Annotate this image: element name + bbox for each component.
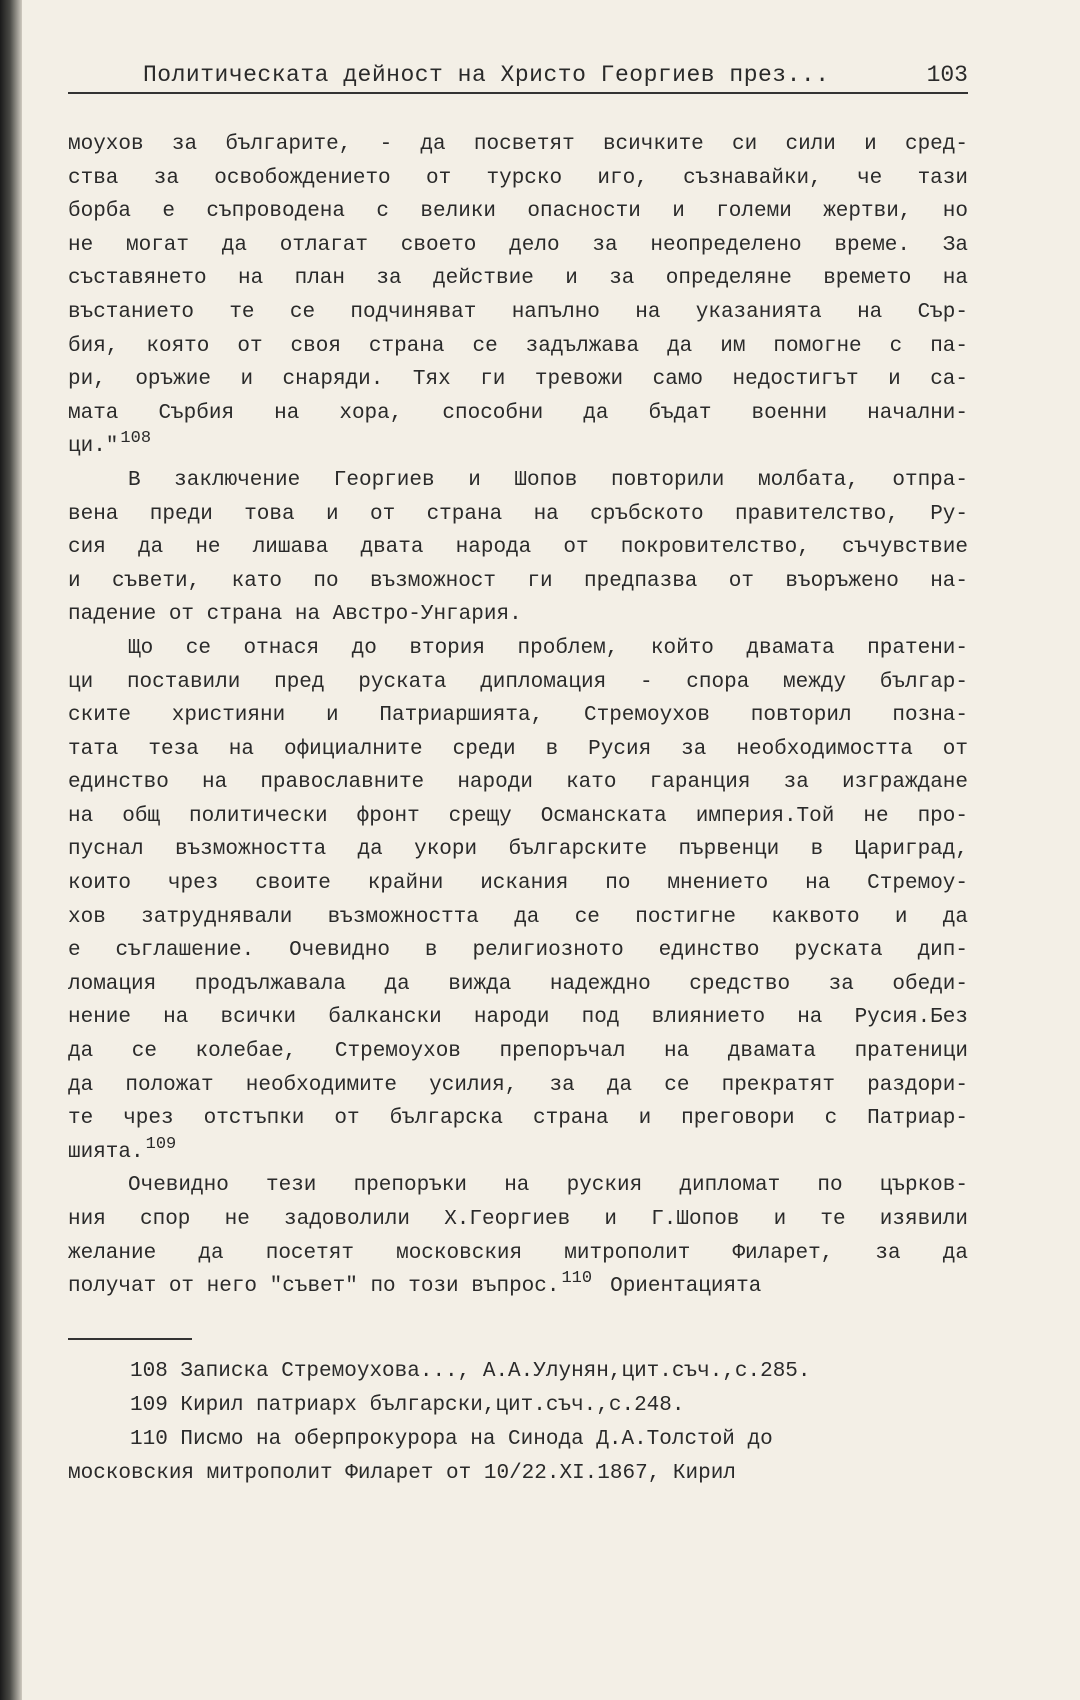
text-line: ци поставили пред руската дипломация - спора между българ-	[68, 670, 968, 694]
text-fragment: шията.	[68, 1140, 144, 1164]
text-line: които чрез своите крайни искания по мнението на Стремоу-	[68, 872, 968, 896]
text-line: падение от страна на Австро-Унгария.	[68, 603, 522, 627]
text-line: вена преди това и от страна на сръбското правителство, Ру-	[68, 502, 968, 526]
text-line: и съвети, като по възможност ги предпазва от въоръжено на-	[68, 569, 968, 593]
body-text	[68, 128, 968, 1304]
text-line: тата теза на официалните среди в Русия за необходимостта от	[68, 737, 968, 761]
text-fragment: получат от него "съвет" по този въпрос.	[68, 1275, 560, 1299]
text-line: нение на всички балкански народи под влиянието на Русия.Без	[68, 1006, 968, 1030]
text-line: Що се отнася до втория проблем, който двамата пратени-	[128, 636, 968, 660]
text-line: ния спор не задоволили Х.Георгиев и Г.Шопов и те изявили	[68, 1208, 968, 1231]
text-line: желание да посетят московския митрополит Филарет, за да	[68, 1241, 968, 1265]
footnote: московския митрополит Филарет от 10/22.XI.1867, Кирил	[68, 1462, 736, 1485]
footnote-reference: 110	[561, 1269, 593, 1289]
footnote-reference: 108	[120, 429, 152, 449]
text-line: съставянето на план за действие и за определяне времето на	[68, 267, 968, 291]
text-fragment: ци."	[68, 435, 119, 459]
text-fragment: Ориентацията	[610, 1275, 762, 1299]
text-line: ските християни и Патриаршията, Стремоухов повторил позна-	[68, 704, 968, 728]
text-line	[68, 1136, 968, 1170]
text-line: Очевидно тези препоръки на руския дипломат по църков-	[128, 1174, 968, 1198]
text-line: сия да не лишава двата народа от покровителство, съчувствие	[68, 536, 968, 560]
text-line: те чрез отстъпки от българска страна и преговори с Патриар-	[68, 1107, 968, 1131]
page-number: 103	[926, 62, 968, 88]
footnote: 109 Кирил патриарх български,цит.съч.,с.248.	[130, 1394, 685, 1417]
text-line: на общ политически фронт срещу Османската империя.Той не про-	[68, 804, 968, 828]
footnotes	[68, 1355, 1008, 1491]
text-line: ства за освобождението от турско иго, съзнавайки, че тази	[68, 166, 968, 190]
running-header-title: Политическата дейност на Христо Георгиев през...	[143, 62, 830, 88]
text-line: ри, оръжие и снаряди. Тях ги тревожи само недостигът и са-	[68, 368, 968, 392]
text-line: мата Сърбия на хора, способни да бъдат военни начални-	[68, 401, 968, 425]
text-line: бия, която от своя страна се задължава да им помогне с па-	[68, 334, 968, 358]
footnote: 110 Писмо на оберпрокурора на Синода Д.А.Толстой до	[130, 1428, 773, 1451]
text-line: моухов за българите, - да посветят всичките си сили и сред-	[68, 133, 968, 156]
text-line: въстанието те се подчиняват напълно на указанията на Сър-	[68, 300, 968, 324]
text-line: хов затруднявали възможността да се постигне каквото и да	[68, 905, 968, 929]
text-line: е съглашение. Очевидно в религиозното единство руската дип-	[68, 939, 968, 963]
text-line: В заключение Георгиев и Шопов повторили молбата, отпра-	[128, 468, 968, 492]
text-line: борба е съпроводена с велики опасности и големи жертви, но	[68, 200, 968, 224]
footnote: 108 Записка Стремоухова..., А.А.Улунян,цит.съч.,с.285.	[130, 1360, 811, 1383]
text-line: не могат да отлагат своето дело за неопределено време. За	[68, 233, 968, 257]
text-line	[68, 1270, 968, 1304]
footnote-separator	[68, 1338, 192, 1340]
running-header	[68, 62, 968, 94]
text-line: пуснал възможността да укори българските първенци в Цариград,	[68, 838, 968, 862]
text-line: единство на православните народи като гаранция за изграждане	[68, 771, 968, 795]
text-line: да положат необходимите усилия, за да се прекратят раздори-	[68, 1073, 968, 1097]
text-line: ломация продължавала да вижда надеждно средство за обеди-	[68, 972, 968, 996]
text-line	[68, 430, 968, 464]
text-line: да се колебае, Стремоухов препоръчал на двамата пратеници	[68, 1040, 968, 1064]
footnote-reference: 109	[145, 1134, 177, 1154]
